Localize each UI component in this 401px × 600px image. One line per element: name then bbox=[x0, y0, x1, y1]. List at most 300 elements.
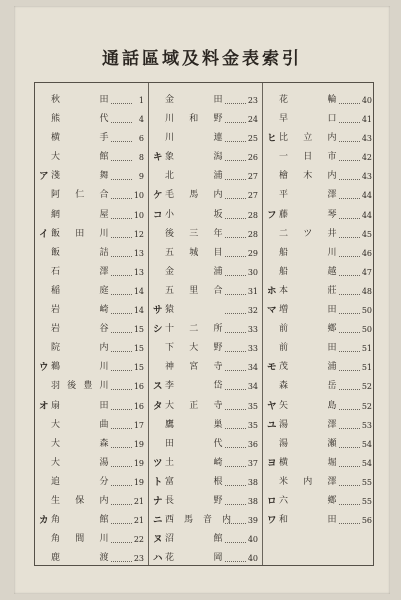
page-number: 36 bbox=[247, 439, 258, 449]
place-name: 秋 田 bbox=[51, 95, 109, 105]
dot-leader bbox=[339, 435, 360, 448]
place-name: 五 城 目 bbox=[165, 247, 223, 258]
dot-leader bbox=[225, 473, 246, 486]
kana-heading: サ bbox=[153, 305, 163, 317]
place-name: 金 浦 bbox=[165, 266, 223, 277]
page-number: 17 bbox=[133, 420, 144, 430]
index-entry bbox=[35, 435, 148, 454]
dot-leader bbox=[111, 358, 132, 371]
dot-leader bbox=[225, 110, 246, 123]
index-entry bbox=[149, 244, 262, 263]
kana-heading: シ bbox=[153, 324, 163, 336]
place-name: 角 間 川 bbox=[51, 534, 109, 545]
index-entry bbox=[35, 358, 148, 377]
page-number: 44 bbox=[361, 210, 372, 220]
kana-heading: モ bbox=[267, 362, 277, 374]
index-entry bbox=[149, 397, 262, 416]
page-number: 13 bbox=[133, 267, 144, 277]
kana-heading: ア bbox=[39, 171, 49, 183]
place-name: 和 田 bbox=[279, 515, 337, 526]
index-entry bbox=[263, 435, 376, 454]
page-number: 19 bbox=[133, 439, 144, 449]
index-entry bbox=[263, 225, 376, 244]
page-number: 19 bbox=[133, 477, 144, 487]
place-name: 比 立 内 bbox=[279, 133, 337, 144]
page-number: 6 bbox=[138, 134, 144, 144]
place-name: 川 和 野 bbox=[165, 114, 223, 125]
place-name: 茂 浦 bbox=[279, 362, 337, 373]
place-name: 阿 仁 合 bbox=[51, 190, 109, 201]
place-name: 本 莊 bbox=[279, 285, 337, 296]
page-number: 15 bbox=[133, 325, 144, 335]
index-entry bbox=[263, 282, 376, 301]
place-name: 五 里 合 bbox=[165, 285, 223, 296]
dot-leader bbox=[225, 339, 246, 352]
place-name: 十 二 所 bbox=[165, 324, 223, 335]
page-number: 50 bbox=[361, 306, 372, 316]
place-name: 藤 琴 bbox=[279, 209, 337, 220]
kana-heading: ケ bbox=[153, 190, 163, 202]
page-number: 22 bbox=[133, 535, 144, 545]
page-number: 23 bbox=[247, 96, 258, 105]
dot-leader bbox=[111, 454, 132, 467]
page-number: 31 bbox=[247, 286, 258, 296]
page-number: 54 bbox=[361, 458, 372, 468]
dot-leader bbox=[339, 282, 360, 295]
dot-leader bbox=[225, 301, 246, 314]
index-entry bbox=[35, 148, 148, 167]
dot-leader bbox=[225, 492, 246, 505]
page-number: 12 bbox=[133, 229, 144, 239]
index-entry bbox=[263, 492, 376, 511]
index-entry bbox=[35, 549, 148, 568]
index-entry bbox=[149, 511, 262, 530]
page-number: 21 bbox=[133, 496, 144, 506]
page-number: 41 bbox=[361, 115, 372, 125]
document-page bbox=[14, 6, 390, 594]
index-entry bbox=[263, 397, 376, 416]
index-entry bbox=[35, 167, 148, 186]
index-entry bbox=[35, 263, 148, 282]
place-name: 横 堀 bbox=[279, 457, 337, 468]
place-name: 淺 舞 bbox=[51, 171, 109, 182]
place-name: 長 野 bbox=[165, 495, 223, 506]
page-number: 26 bbox=[247, 153, 258, 163]
place-name: 一 日 市 bbox=[279, 152, 337, 163]
dot-leader bbox=[225, 148, 246, 161]
index-table bbox=[34, 82, 374, 566]
kana-heading: オ bbox=[39, 400, 49, 412]
kana-heading: イ bbox=[39, 228, 49, 240]
dot-leader bbox=[339, 377, 360, 390]
index-entry bbox=[149, 91, 262, 110]
dot-leader bbox=[339, 397, 360, 410]
place-name: 李 岱 bbox=[165, 381, 223, 392]
dot-leader bbox=[225, 282, 246, 295]
dot-leader bbox=[225, 129, 246, 142]
page-number: 4 bbox=[138, 115, 144, 125]
dot-leader bbox=[111, 320, 132, 333]
page-number: 25 bbox=[247, 134, 258, 144]
index-rows bbox=[35, 91, 148, 568]
dot-leader bbox=[225, 91, 246, 104]
place-name: 石 澤 bbox=[51, 266, 109, 277]
dot-leader bbox=[111, 110, 132, 123]
page-number: 30 bbox=[247, 267, 258, 277]
place-name: 檜 木 内 bbox=[279, 171, 337, 182]
dot-leader bbox=[111, 282, 132, 295]
page-number: 16 bbox=[133, 382, 144, 392]
dot-leader bbox=[339, 148, 360, 161]
dot-leader bbox=[339, 416, 360, 429]
kana-heading: マ bbox=[267, 305, 277, 317]
kana-heading: ハ bbox=[153, 553, 163, 565]
dot-leader bbox=[339, 511, 360, 524]
place-name: 田 代 bbox=[165, 438, 223, 449]
place-name: 岩 谷 bbox=[51, 324, 109, 335]
index-entry bbox=[263, 301, 376, 320]
page-number: 43 bbox=[361, 172, 372, 182]
dot-leader bbox=[225, 530, 246, 543]
place-name: 早 口 bbox=[279, 114, 337, 125]
page-number: 33 bbox=[247, 344, 258, 354]
place-name: 飯 詰 bbox=[51, 247, 109, 258]
place-name: 船 越 bbox=[279, 266, 337, 277]
place-name: 船 川 bbox=[279, 247, 337, 258]
place-name: 六 鄕 bbox=[279, 495, 337, 506]
page-number: 34 bbox=[247, 363, 258, 373]
kana-heading: ヤ bbox=[267, 400, 277, 412]
page-number: 48 bbox=[361, 286, 372, 296]
place-name: 角 館 bbox=[51, 515, 109, 526]
dot-leader bbox=[111, 167, 132, 180]
page-number: 23 bbox=[133, 554, 144, 564]
index-entry bbox=[35, 454, 148, 473]
page-number: 32 bbox=[247, 306, 258, 316]
page-number: 39 bbox=[247, 516, 258, 526]
place-name: 北 浦 bbox=[165, 171, 223, 182]
dot-leader bbox=[339, 186, 360, 199]
page-number: 55 bbox=[361, 477, 372, 487]
kana-heading: ホ bbox=[267, 285, 277, 297]
page-number: 37 bbox=[247, 458, 258, 468]
kana-heading: ユ bbox=[267, 419, 277, 431]
page-number: 45 bbox=[361, 229, 372, 239]
index-entry bbox=[35, 225, 148, 244]
page-number: 44 bbox=[361, 191, 372, 201]
index-entry bbox=[149, 358, 262, 377]
page-number: 9 bbox=[138, 172, 144, 182]
index-entry bbox=[35, 110, 148, 129]
place-name: 網 屋 bbox=[51, 209, 109, 220]
page-number: 52 bbox=[361, 382, 372, 392]
index-entry bbox=[263, 454, 376, 473]
index-entry bbox=[149, 339, 262, 358]
dot-leader bbox=[339, 244, 360, 257]
page-number: 54 bbox=[361, 439, 372, 449]
page-number: 27 bbox=[247, 172, 258, 182]
page-number: 28 bbox=[247, 229, 258, 239]
place-name: 大 館 bbox=[51, 152, 109, 163]
index-entry bbox=[263, 91, 376, 110]
page-number: 50 bbox=[361, 325, 372, 335]
dot-leader bbox=[339, 167, 360, 180]
dot-leader bbox=[339, 339, 360, 352]
dot-leader bbox=[225, 416, 246, 429]
page-number: 51 bbox=[361, 344, 372, 354]
index-column-1 bbox=[35, 83, 148, 565]
place-name: 象 潟 bbox=[165, 152, 223, 163]
index-entry bbox=[263, 206, 376, 225]
page-number: 40 bbox=[361, 96, 372, 105]
kana-heading: ト bbox=[153, 476, 163, 488]
kana-heading: コ bbox=[153, 209, 163, 221]
index-rows bbox=[149, 91, 262, 568]
index-column-2 bbox=[148, 83, 262, 565]
dot-leader bbox=[225, 358, 246, 371]
index-entry bbox=[35, 320, 148, 339]
dot-leader bbox=[111, 91, 132, 104]
place-name: 金 田 bbox=[165, 95, 223, 105]
index-entry bbox=[149, 167, 262, 186]
kana-heading: ロ bbox=[267, 495, 277, 507]
dot-leader bbox=[111, 225, 132, 238]
dot-leader bbox=[339, 492, 360, 505]
dot-leader bbox=[111, 416, 132, 429]
dot-leader bbox=[225, 225, 246, 238]
index-entry bbox=[263, 129, 376, 148]
dot-leader bbox=[339, 129, 360, 142]
index-entry bbox=[149, 282, 262, 301]
index-entry bbox=[35, 492, 148, 511]
dot-leader bbox=[225, 435, 246, 448]
index-entry bbox=[263, 511, 376, 530]
page-number: 40 bbox=[247, 535, 258, 545]
index-entry bbox=[263, 263, 376, 282]
page-number: 33 bbox=[247, 325, 258, 335]
kana-heading: キ bbox=[153, 152, 163, 164]
index-entry bbox=[263, 186, 376, 205]
index-entry bbox=[149, 416, 262, 435]
dot-leader bbox=[111, 511, 132, 524]
place-name: 生 保 内 bbox=[51, 495, 109, 506]
place-name: 鵜 川 bbox=[51, 362, 109, 373]
index-entry bbox=[35, 339, 148, 358]
page-number: 14 bbox=[133, 306, 144, 316]
dot-leader bbox=[111, 148, 132, 161]
place-name: 小 坂 bbox=[165, 209, 223, 220]
kana-heading: ヨ bbox=[267, 457, 277, 469]
index-entry bbox=[149, 148, 262, 167]
place-name: 二 ツ 井 bbox=[279, 228, 337, 239]
kana-heading: ヒ bbox=[267, 133, 277, 145]
index-entry bbox=[35, 511, 148, 530]
page-number: 8 bbox=[138, 153, 144, 163]
page-number: 21 bbox=[133, 516, 144, 526]
index-entry bbox=[263, 377, 376, 396]
place-name: 扇 田 bbox=[51, 400, 109, 411]
kana-heading: ツ bbox=[153, 457, 163, 469]
dot-leader bbox=[339, 358, 360, 371]
page-number: 51 bbox=[361, 363, 372, 373]
dot-leader bbox=[225, 377, 246, 390]
place-name: 米 内 澤 bbox=[279, 476, 337, 487]
page-number: 15 bbox=[133, 344, 144, 354]
dot-leader bbox=[225, 320, 246, 333]
index-entry bbox=[149, 549, 262, 568]
page-number: 42 bbox=[361, 153, 372, 163]
dot-leader bbox=[111, 206, 132, 219]
index-entry bbox=[149, 129, 262, 148]
dot-leader bbox=[111, 435, 132, 448]
dot-leader bbox=[225, 549, 246, 562]
place-name: 追 分 bbox=[51, 476, 109, 487]
place-name: 川 連 bbox=[165, 133, 223, 144]
dot-leader bbox=[225, 397, 246, 410]
index-entry bbox=[35, 416, 148, 435]
index-entry bbox=[263, 320, 376, 339]
dot-leader bbox=[111, 492, 132, 505]
index-entry bbox=[35, 473, 148, 492]
place-name: 下 大 野 bbox=[165, 343, 223, 354]
dot-leader bbox=[339, 110, 360, 123]
place-name: 鷹 巣 bbox=[165, 419, 223, 430]
dot-leader bbox=[339, 454, 360, 467]
page-number: 34 bbox=[247, 382, 258, 392]
place-name: 鹿 渡 bbox=[51, 553, 109, 564]
dot-leader bbox=[339, 473, 360, 486]
place-name: 富 根 bbox=[165, 476, 223, 487]
place-name: 花 岡 bbox=[165, 553, 223, 564]
dot-leader bbox=[225, 263, 246, 276]
page-number: 38 bbox=[247, 496, 258, 506]
dot-leader bbox=[111, 397, 132, 410]
page-number: 10 bbox=[133, 191, 144, 201]
index-entry bbox=[35, 244, 148, 263]
dot-leader bbox=[111, 129, 132, 142]
index-entry bbox=[263, 358, 376, 377]
page-number: 47 bbox=[361, 267, 372, 277]
place-name: 土 崎 bbox=[165, 457, 223, 468]
page-number: 29 bbox=[247, 248, 258, 258]
kana-heading: ス bbox=[153, 381, 163, 393]
kana-heading: タ bbox=[153, 400, 163, 412]
place-name: 湯 澤 bbox=[279, 419, 337, 430]
dot-leader bbox=[111, 377, 132, 390]
index-entry bbox=[149, 435, 262, 454]
page-number: 1 bbox=[138, 96, 144, 105]
index-entry bbox=[149, 320, 262, 339]
index-entry bbox=[149, 110, 262, 129]
place-name: 神 宮 寺 bbox=[165, 362, 223, 373]
place-name: 毛 馬 内 bbox=[165, 190, 223, 201]
index-entry bbox=[35, 397, 148, 416]
index-entry bbox=[35, 301, 148, 320]
place-name: 沼 館 bbox=[165, 534, 223, 545]
index-entry bbox=[149, 225, 262, 244]
index-entry bbox=[263, 473, 376, 492]
place-name: 平 澤 bbox=[279, 190, 337, 201]
index-entry bbox=[263, 110, 376, 129]
index-entry bbox=[35, 206, 148, 225]
page-number: 19 bbox=[133, 458, 144, 468]
place-name: 前 田 bbox=[279, 343, 337, 354]
dot-leader bbox=[111, 549, 132, 562]
dot-leader bbox=[111, 301, 132, 314]
place-name: 大 曲 bbox=[51, 419, 109, 430]
page-number: 56 bbox=[361, 516, 372, 526]
dot-leader bbox=[111, 339, 132, 352]
place-name: 増 田 bbox=[279, 305, 337, 316]
dot-leader bbox=[225, 511, 246, 524]
place-name: 大 湯 bbox=[51, 457, 109, 468]
index-entry bbox=[35, 282, 148, 301]
page-number: 40 bbox=[247, 554, 258, 564]
page-number: 27 bbox=[247, 191, 258, 201]
page-number: 13 bbox=[133, 248, 144, 258]
index-entry bbox=[263, 339, 376, 358]
place-name: 湯 瀬 bbox=[279, 438, 337, 449]
dot-leader bbox=[111, 244, 132, 257]
page-number: 53 bbox=[361, 420, 372, 430]
page-number: 14 bbox=[133, 286, 144, 296]
dot-leader bbox=[225, 186, 246, 199]
place-name: 前 鄕 bbox=[279, 324, 337, 335]
place-name: 矢 島 bbox=[279, 400, 337, 411]
page-number: 55 bbox=[361, 496, 372, 506]
dot-leader bbox=[111, 530, 132, 543]
kana-heading: カ bbox=[39, 515, 49, 527]
place-name: 院 内 bbox=[51, 343, 109, 354]
kana-heading: ウ bbox=[39, 362, 49, 374]
place-name: 羽後豊川 bbox=[51, 381, 109, 392]
index-entry bbox=[263, 167, 376, 186]
index-entry bbox=[263, 148, 376, 167]
page-number: 46 bbox=[361, 248, 372, 258]
place-name: 森 岳 bbox=[279, 381, 337, 392]
page-number: 24 bbox=[247, 115, 258, 125]
page-number: 10 bbox=[133, 210, 144, 220]
index-entry bbox=[149, 301, 262, 320]
place-name: 後 三 年 bbox=[165, 228, 223, 239]
kana-heading: フ bbox=[267, 209, 277, 221]
index-entry bbox=[149, 454, 262, 473]
index-entry bbox=[35, 129, 148, 148]
index-entry bbox=[35, 530, 148, 549]
page-number: 15 bbox=[133, 363, 144, 373]
place-name: 大 正 寺 bbox=[165, 400, 223, 411]
page-number: 38 bbox=[247, 477, 258, 487]
page-number: 52 bbox=[361, 401, 372, 411]
place-name: 大 森 bbox=[51, 438, 109, 449]
index-entry bbox=[35, 91, 148, 110]
page-number: 43 bbox=[361, 134, 372, 144]
index-column-3 bbox=[262, 83, 376, 565]
kana-heading: ニ bbox=[153, 515, 163, 527]
dot-leader bbox=[225, 167, 246, 180]
dot-leader bbox=[339, 91, 360, 104]
kana-heading: ヌ bbox=[153, 534, 163, 546]
place-name: 稲 庭 bbox=[51, 285, 109, 296]
dot-leader bbox=[339, 320, 360, 333]
index-entry bbox=[149, 263, 262, 282]
dot-leader bbox=[225, 244, 246, 257]
dot-leader bbox=[111, 263, 132, 276]
kana-heading: ナ bbox=[153, 495, 163, 507]
place-name: 熊 代 bbox=[51, 114, 109, 125]
page-number: 28 bbox=[247, 210, 258, 220]
index-entry bbox=[149, 186, 262, 205]
